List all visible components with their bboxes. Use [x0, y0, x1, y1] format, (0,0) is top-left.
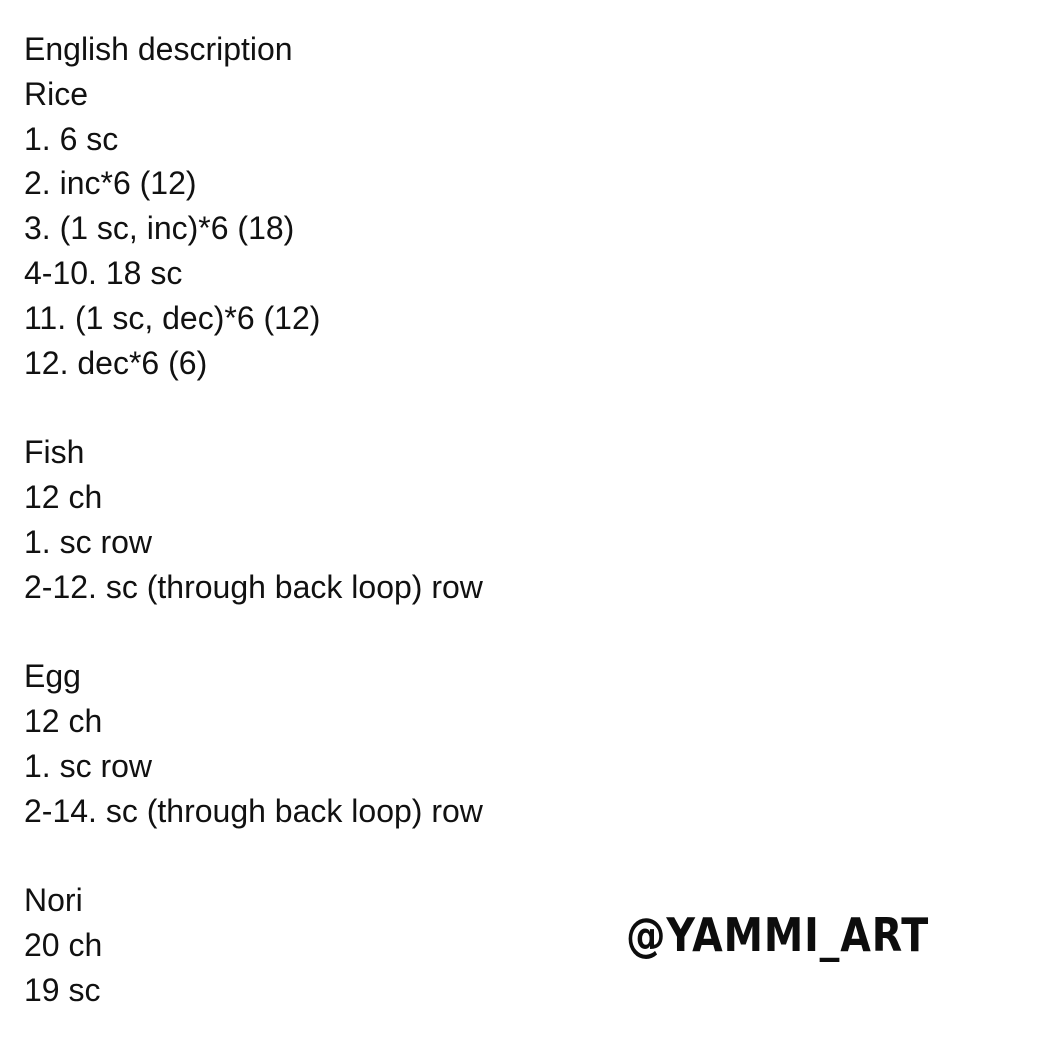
- pattern-row: 12 ch: [24, 702, 103, 739]
- section-egg: [24, 654, 624, 833]
- section-title-nori: Nori: [24, 882, 83, 919]
- pattern-row: 3. (1 sc, inc)*6 (18): [24, 210, 295, 247]
- pattern-row: 11. (1 sc, dec)*6 (12): [24, 299, 321, 336]
- pattern-row: 1. 6 sc: [24, 120, 119, 157]
- pattern-row: 1. sc row: [24, 747, 153, 784]
- pattern-document: [24, 27, 624, 1013]
- pattern-row: 2. inc*6 (12): [24, 165, 197, 202]
- pattern-row: 1. sc row: [24, 523, 153, 560]
- pattern-row: 12. dec*6 (6): [24, 344, 208, 381]
- pattern-row: 2-14. sc (through back loop) row: [24, 792, 483, 829]
- section-title-fish: Fish: [24, 434, 85, 471]
- author-watermark: @YAMMI_ART: [626, 908, 930, 962]
- section-title-rice: Rice: [24, 75, 89, 112]
- section-fish: [24, 430, 624, 609]
- pattern-row: 4-10. 18 sc: [24, 254, 183, 291]
- section-nori: [24, 878, 624, 1012]
- pattern-row: 20 ch: [24, 926, 103, 963]
- pattern-row: 19 sc: [24, 971, 101, 1008]
- document-heading: English description: [24, 31, 293, 67]
- section-rice: [24, 27, 624, 385]
- pattern-row: 12 ch: [24, 478, 103, 515]
- pattern-row: 2-12. sc (through back loop) row: [24, 568, 483, 605]
- section-title-egg: Egg: [24, 658, 81, 695]
